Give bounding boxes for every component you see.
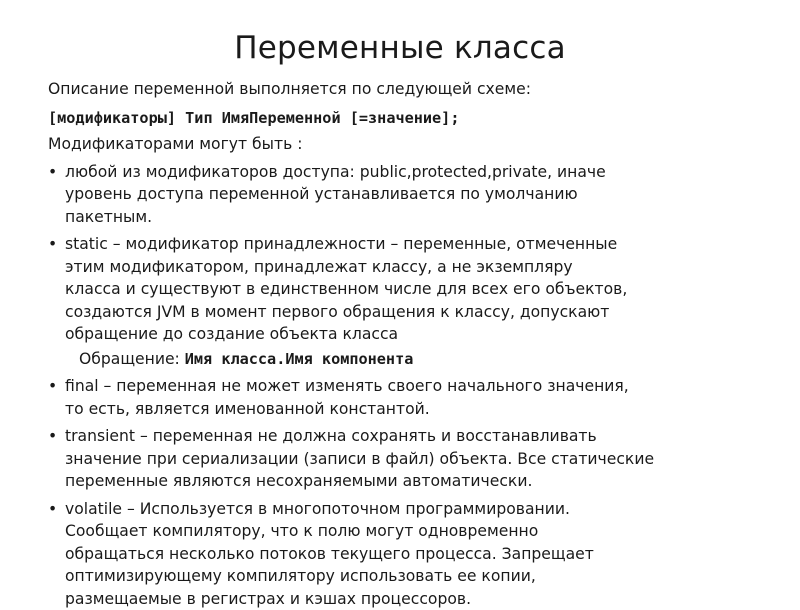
list-item-text (65, 161, 768, 229)
list-item-text (65, 233, 768, 346)
text-line: оптимизирующему компилятору использовать ее копии, (65, 565, 768, 588)
text-line: final – переменная не может изменять своего начального значения, (65, 375, 768, 398)
access-value: Имя класса.Имя компонента (185, 350, 414, 368)
slide-title: Переменные класса (0, 30, 800, 66)
list-item-access-modifiers (48, 161, 768, 229)
list-item-text (65, 498, 768, 610)
text-line: пакетным. (65, 206, 768, 229)
access-label: Обращение: (79, 350, 185, 368)
text-line: этим модификатором, принадлежат классу, а не экземпляру (65, 256, 768, 279)
intro-text: Описание переменной выполняется по следующей схеме: (48, 78, 768, 101)
text-line: transient – переменная не должна сохранять и восстанавливать (65, 425, 768, 448)
list-item-text (65, 375, 768, 420)
list-item-volatile (48, 498, 768, 610)
modifiers-intro: Модификаторами могут быть : (48, 133, 768, 156)
bullet-icon: • (48, 233, 57, 256)
text-line: размещаемые в регистрах и кэшах процессоров. (65, 588, 768, 610)
list-item-text (65, 425, 768, 493)
bullet-icon: • (48, 498, 57, 521)
list-item-static (48, 233, 768, 346)
declaration-schema: [модификаторы] Тип ИмяПеременной [=значение]; (48, 107, 768, 130)
text-line: создаются JVM в момент первого обращения к классу, допускают (65, 301, 768, 324)
text-line: обращение до создание объекта класса (65, 323, 768, 346)
slide-content (48, 78, 768, 610)
text-line: обращаться несколько потоков текущего процесса. Запрещает (65, 543, 768, 566)
text-line: Сообщает компилятору, что к полю могут одновременно (65, 520, 768, 543)
access-syntax (79, 348, 768, 371)
list-item-transient (48, 425, 768, 493)
text-line: volatile – Используется в многопоточном программировании. (65, 498, 768, 521)
bullet-icon: • (48, 425, 57, 448)
bullet-icon: • (48, 161, 57, 184)
list-item-final (48, 375, 768, 420)
text-line: любой из модификаторов доступа: public,protected,private, иначе (65, 161, 768, 184)
bullet-icon: • (48, 375, 57, 398)
text-line: уровень доступа переменной устанавливается по умолчанию (65, 183, 768, 206)
text-line: значение при сериализации (записи в файл) объекта. Все статические (65, 448, 768, 471)
text-line: класса и существуют в единственном числе для всех его объектов, (65, 278, 768, 301)
text-line: переменные являются несохраняемыми автоматически. (65, 470, 768, 493)
text-line: static – модификатор принадлежности – переменные, отмеченные (65, 233, 768, 256)
text-line: то есть, является именованной константой. (65, 398, 768, 421)
